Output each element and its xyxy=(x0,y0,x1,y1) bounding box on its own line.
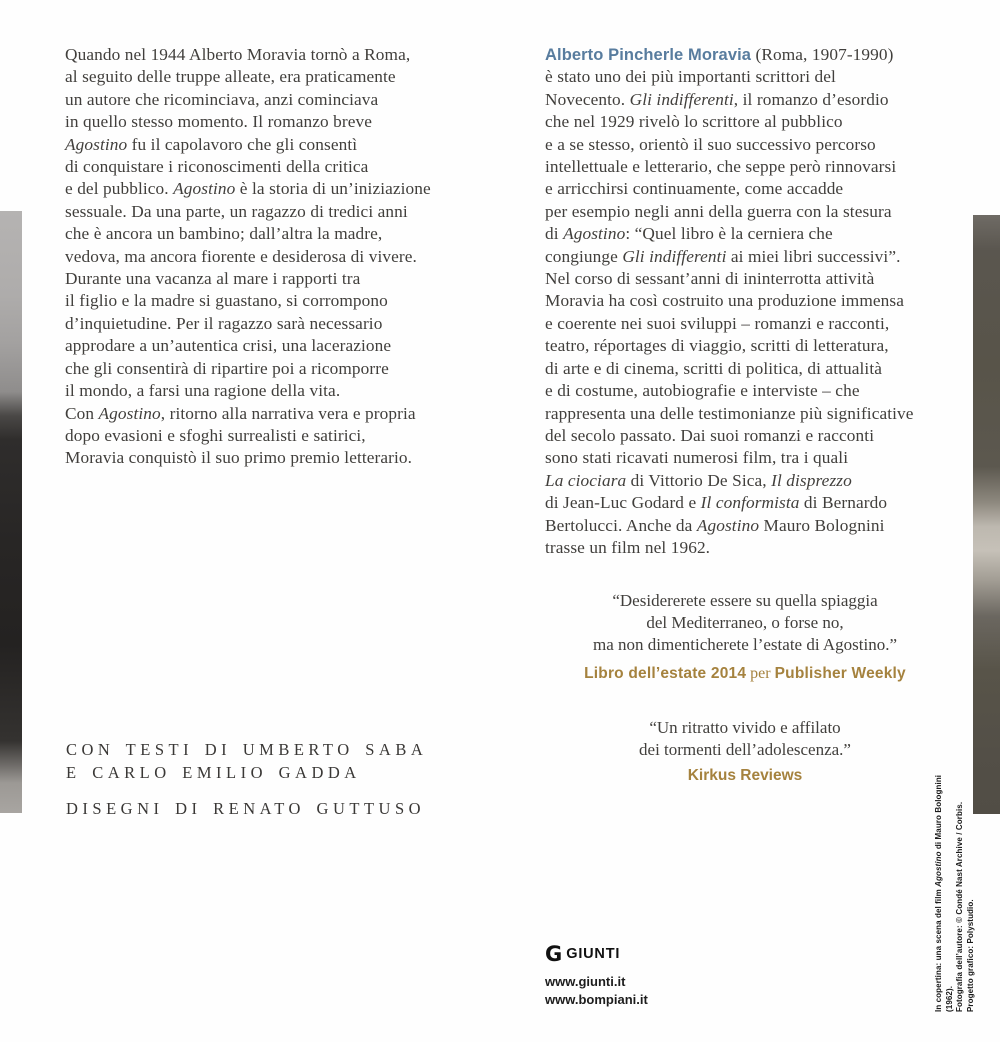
giunti-logo-text: GIUNTI xyxy=(566,946,621,962)
review-attribution-2: Kirkus Reviews xyxy=(687,767,803,784)
illustrations-credit: DISEGNI DI RENATO GUTTUSO xyxy=(66,799,426,818)
left-column xyxy=(65,44,485,470)
publisher-block xyxy=(545,944,648,1008)
publisher-websites: www.giunti.it www.bompiani.it xyxy=(545,974,648,1007)
right-column xyxy=(545,44,985,559)
author-bio-text: Alberto Pincherle Moravia (Roma, 1907-1990) è stato uno dei più importanti scrittori del Novecento. Gli indifferenti, il romanzo d’esordio che nel 1929 rivelò lo scrittore al pubblico e a se stesso, orientò il suo successivo percorso intellettuale e letterario, che seppe però rinnovarsi e arricchirsi continuamente, come accadde per esempio negli anni della guerra con la stesura di Agostino: “Quel libro è la cerniera che congiunge Gli indifferenti ai miei libri successivi”. Nel corso di sessant’anni di ininterrotta attività Moravia ha così costruito una produzione immensa e coerente nei suoi sviluppi – romanzi e racconti, teatro, réportages di viaggio, scritti di letteratura, di arte e di cinema, scritti di politica, di attualità e di costume, autobiografie e interviste – che rappresenta una delle testimonianze più significative del secolo passato. Dai suoi romanzi e racconti sono stati ricavati numerosi film, tra i quali La ciociara di Vittorio De Sica, Il disprezzo di Jean-Luc Godard e Il conformista di Bernardo Bertolucci. Anche da Agostino Mauro Bolognini trasse un film nel 1962. xyxy=(545,45,914,557)
giunti-g-icon: G xyxy=(545,942,563,966)
review-quote-2: “Un ritratto vivido e affilato dei tormenti dell’adolescenza.” xyxy=(639,718,851,759)
review-attribution-1: Libro dell’estate 2014 per Publisher Weekly xyxy=(584,665,906,682)
cover-photo-edge-left xyxy=(0,211,22,813)
synopsis-text: Quando nel 1944 Alberto Moravia tornò a Roma, al seguito delle truppe alleate, era praticamente un autore che ricominciava, anzi cominciava in quello stesso momento. Il romanzo breve Agostino fu il capolavoro che gli consentì di conquistare i riconoscimenti della critica e del pubblico. Agostino è la storia di un’iniziazione sessuale. Da una parte, un ragazzo di tredici anni che è ancora un bambino; dall’altra la madre, vedova, ma ancora fiorente e desiderosa di vivere. Durante una vacanza al mare i rapporti tra il figlio e la madre si guastano, si corrompono d’inquietudine. Per il ragazzo sarà necessario approdare a un’autentica crisi, una lacerazione che gli consentirà di ripartire poi a ricomporre il mondo, a farsi una ragione della vita. Con Agostino, ritorno alla narrativa vera e propria dopo evasioni e sfoghi surrealisti e satirici, Moravia conquistò il suo primo premio letterario. xyxy=(65,45,431,468)
review-quote-1: “Desidererete essere su quella spiaggia del Mediterraneo, o forse no, ma non dimenticherete l’estate di Agostino.” xyxy=(592,591,898,654)
contributors-credit: CON TESTI DI UMBERTO SABA E CARLO EMILIO GADDA xyxy=(66,740,428,782)
colophon-vertical-text: In copertina: una scena del film Agostino di Mauro Bolognini (1962). Fotografia dell’autore: © Condé Nast Archive / Corbis. Progetto grafico: Polystudio. xyxy=(934,774,975,1012)
giunti-logo xyxy=(545,944,648,964)
